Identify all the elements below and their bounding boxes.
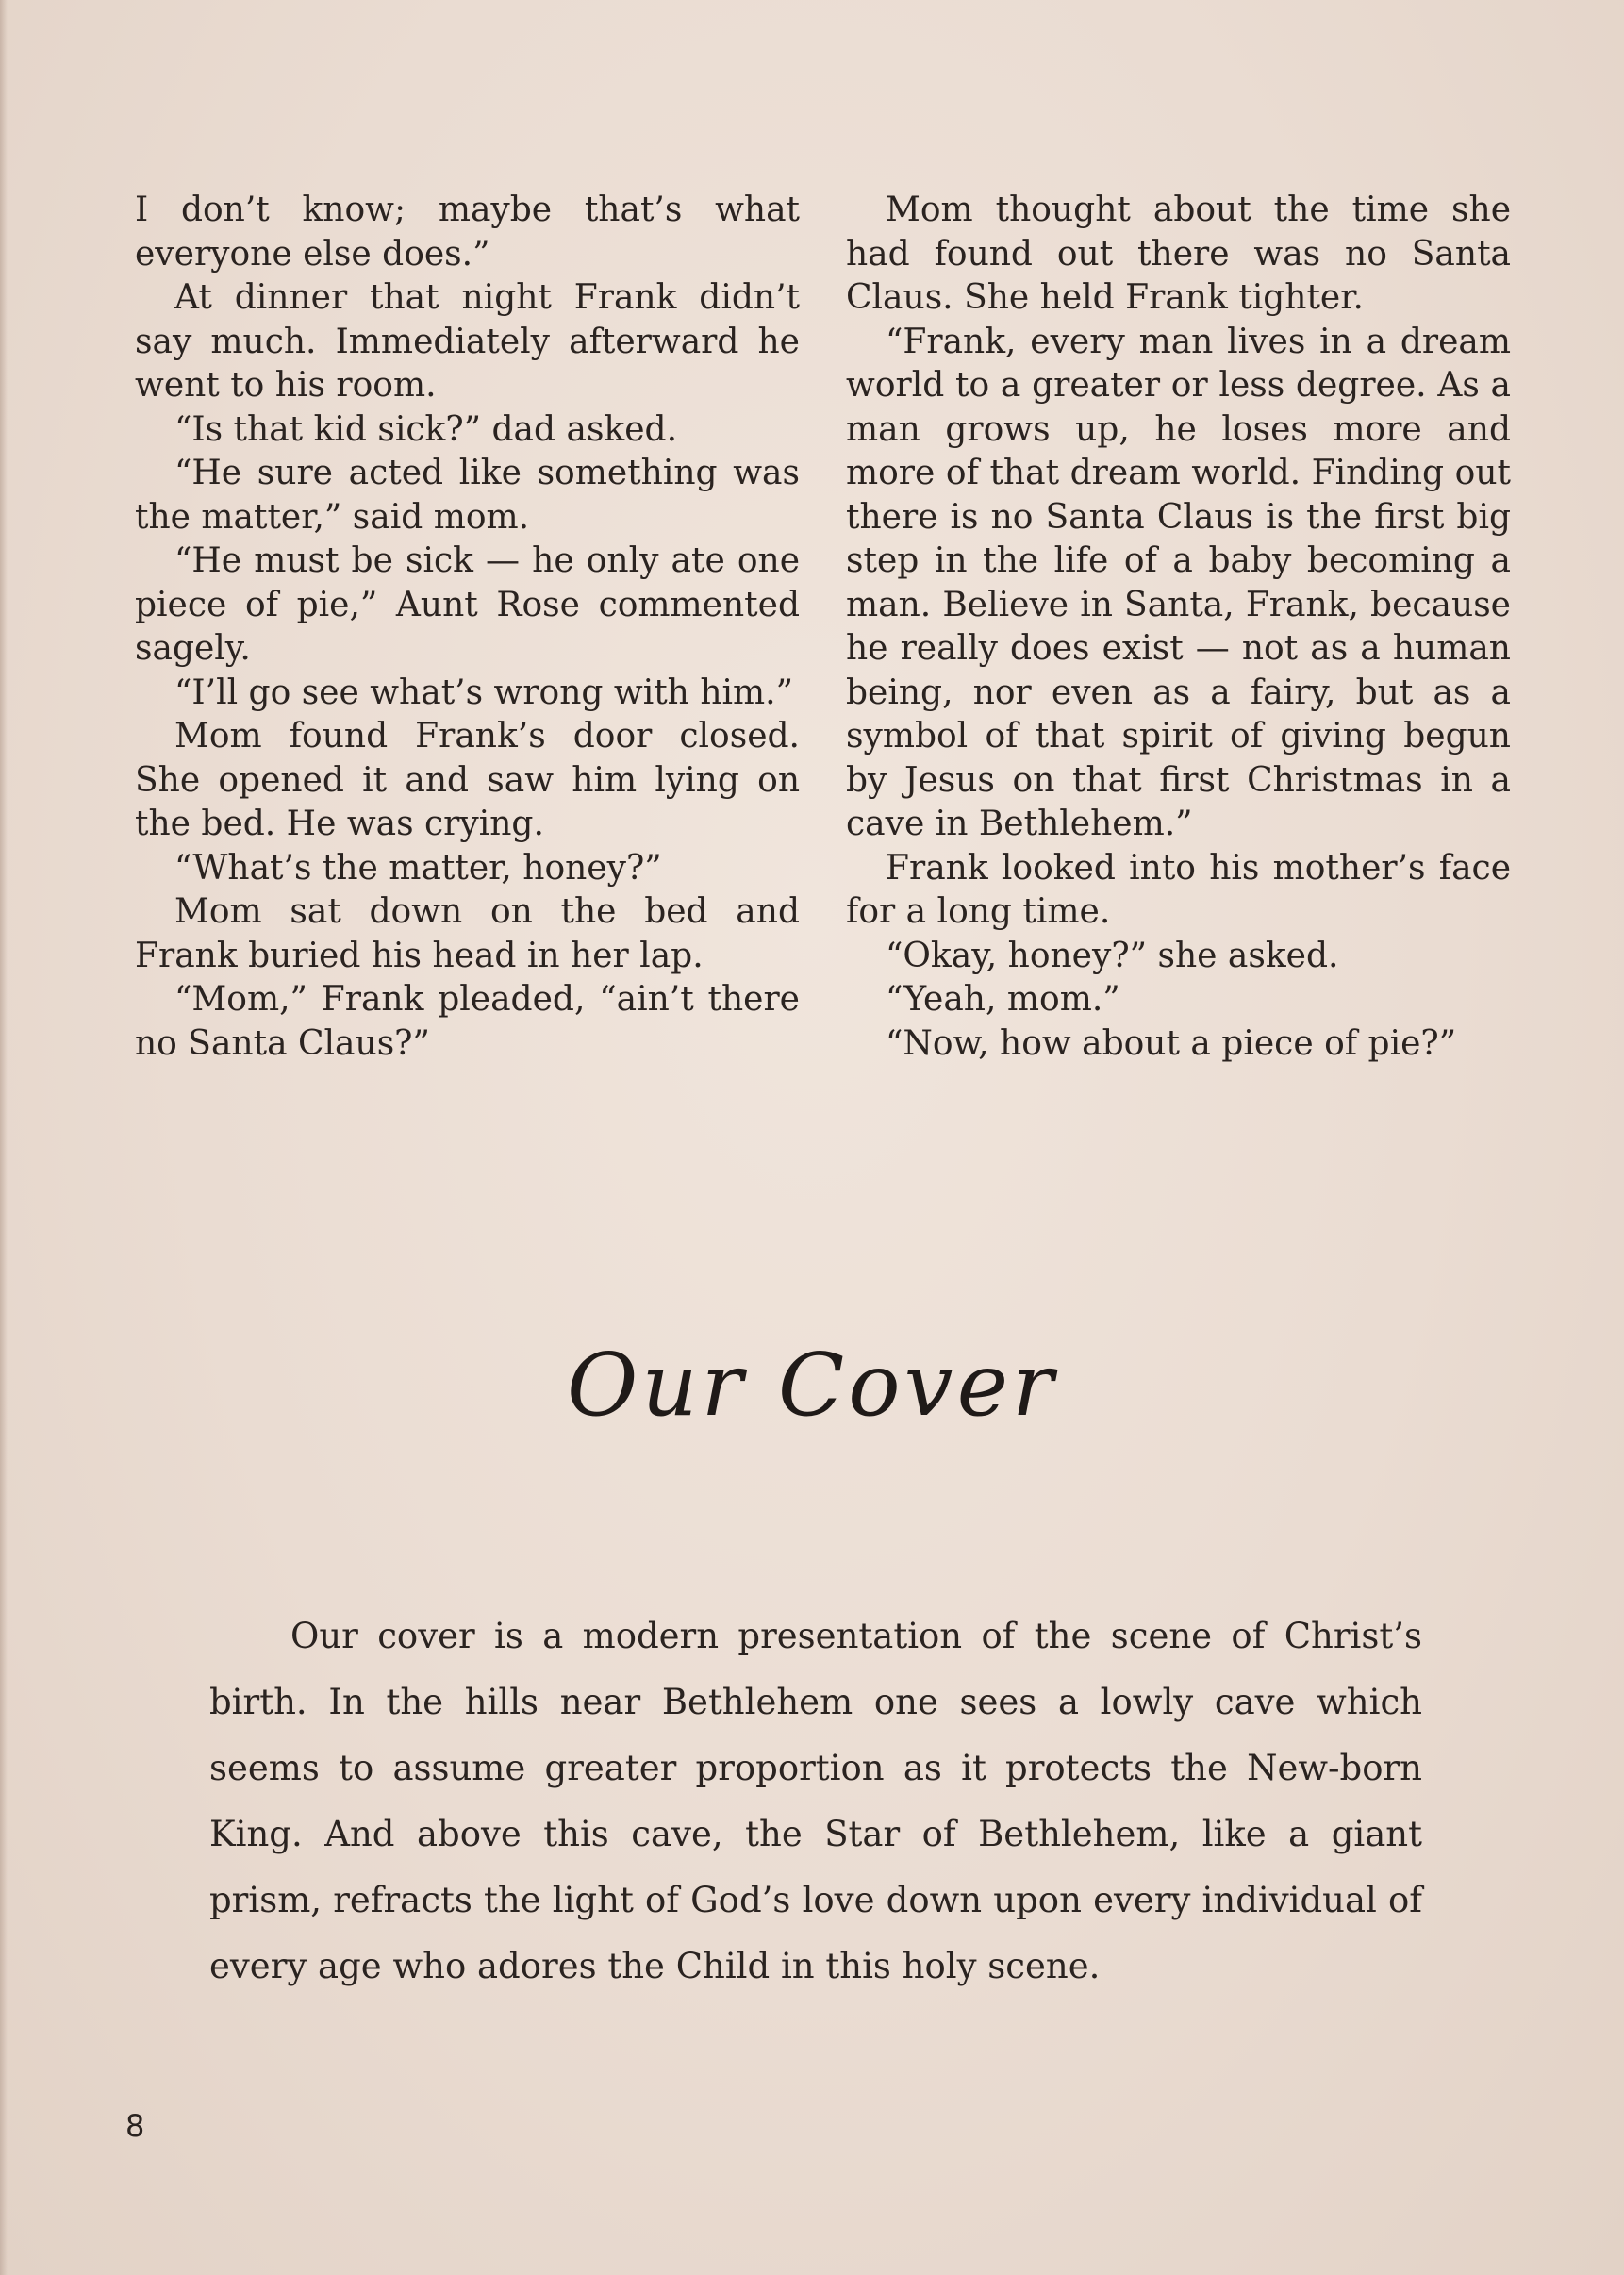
story-column-left bbox=[135, 189, 800, 1066]
paragraph: I don’t know; maybe that’s what everyone else does.” bbox=[135, 191, 800, 274]
paragraph: Mom sat down on the bed and Frank buried his head in her lap. bbox=[135, 892, 800, 975]
cover-description bbox=[209, 1603, 1422, 2000]
paragraph: Frank looked into his mother’s face for a long time. bbox=[846, 848, 1511, 931]
paragraph: At dinner that night Frank didn’t say much. Immediately afterward he went to his room. bbox=[135, 278, 800, 405]
paragraph: Mom thought about the time she had found out there was no Santa Claus. She held Frank tighter. bbox=[846, 191, 1511, 317]
paragraph: Mom found Frank’s door closed. She opened it and saw him lying on the bed. He was crying. bbox=[135, 717, 800, 843]
paragraph: “I’ll go see what’s wrong with him.” bbox=[174, 673, 793, 712]
paragraph: “Frank, every man lives in a dream world to a greater or less degree. As a man grows up, he loses more and more of that dream world. Finding out there is no Santa Claus is the first big step in the life of a baby becoming a man. Believe in Santa, Frank, because he really does exist — not as a human being, nor even as a fairy, but as a symbol of that spirit of giving begun by Jesus on that first Christmas in a cave in Bethlehem.” bbox=[846, 322, 1511, 843]
paragraph: “He sure acted like something was the matter,” said mom. bbox=[135, 454, 800, 537]
page-number: 8 bbox=[125, 2108, 145, 2144]
paragraph: “Is that kid sick?” dad asked. bbox=[174, 409, 678, 449]
paragraph: “What’s the matter, honey?” bbox=[174, 848, 662, 888]
cover-paragraph: Our cover is a modern presentation of the scene of Christ’s birth. In the hills near Bethlehem one sees a lowly cave which seems to assume greater proportion as it protects the New-born King. And above this cave, the Star of Bethlehem, like a giant prism, refracts the light of God’s love down upon every individual of every age who adores the Child in this holy scene. bbox=[209, 1616, 1422, 1986]
page-edge bbox=[0, 0, 8, 2275]
story-column-right bbox=[846, 189, 1511, 1066]
section-heading: Our Cover bbox=[566, 1335, 1058, 1436]
paragraph: “Okay, honey?” she asked. bbox=[886, 936, 1339, 975]
paragraph: “He must be sick — he only ate one piece of pie,” Aunt Rose commented sagely. bbox=[135, 541, 800, 668]
paragraph: “Now, how about a piece of pie?” bbox=[886, 1023, 1457, 1063]
paragraph: “Mom,” Frank pleaded, “ain’t there no Santa Claus?” bbox=[135, 980, 800, 1063]
paragraph: “Yeah, mom.” bbox=[886, 980, 1120, 1019]
